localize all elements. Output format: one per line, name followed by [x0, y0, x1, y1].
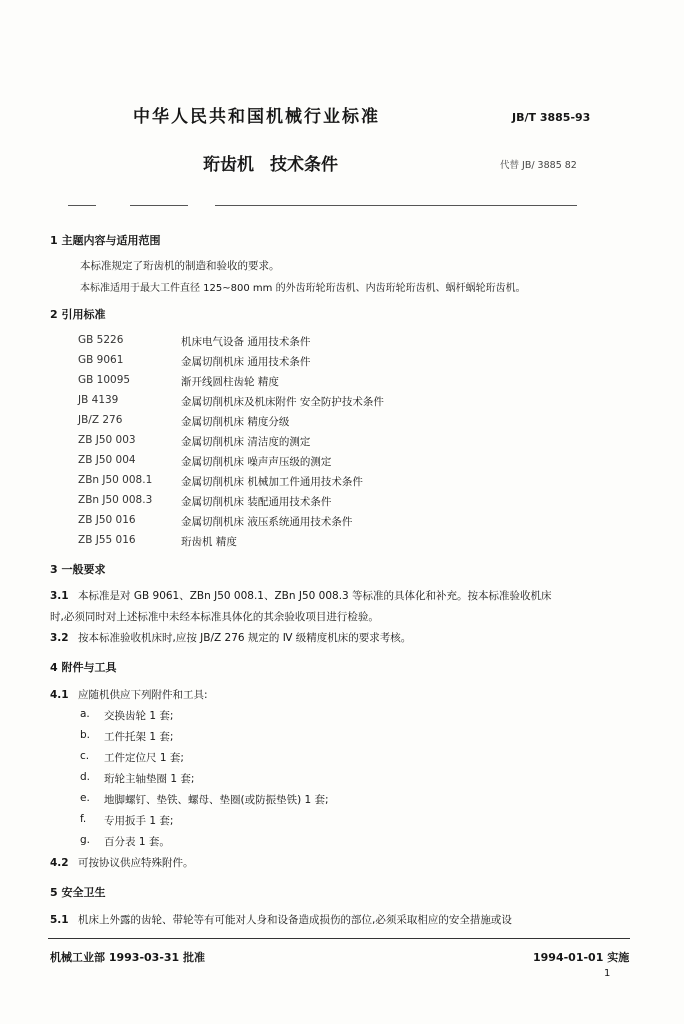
clause-3-2-number: 3.2 [50, 632, 69, 644]
list-item-letter: g. [80, 834, 91, 846]
reference-name: 渐开线圆柱齿轮 精度 [181, 376, 279, 388]
document-title-part-a: 珩齿机 [203, 155, 254, 175]
list-item-letter: b. [80, 729, 91, 741]
reference-code: GB 9061 [78, 354, 124, 366]
reference-name: 机床电气设备 通用技术条件 [181, 336, 311, 348]
reference-code: GB 10095 [78, 374, 131, 386]
clause-5-1 [50, 912, 512, 927]
clause-3-2 [50, 630, 411, 645]
reference-name: 金属切削机床 装配通用技术条件 [181, 496, 332, 508]
list-item-text: 工件定位尺 1 套; [104, 752, 184, 764]
section-1-paragraph-2: 本标准适用于最大工件直径 125~800 mm 的外齿珩轮珩齿机、内齿珩轮珩齿机、蜗杆蜗轮珩齿机。 [80, 283, 526, 294]
replaces-standard: 代替 JB/ 3885 82 [500, 160, 577, 171]
document-title [203, 150, 338, 175]
clause-4-2-text: 可按协议供应特殊附件。 [78, 857, 194, 869]
section-1-heading: 1 主题内容与适用范围 [50, 234, 161, 247]
section-3-heading: 3 一般要求 [50, 563, 106, 576]
reference-name: 金属切削机床 液压系统通用技术条件 [181, 516, 353, 528]
reference-name: 珩齿机 精度 [181, 536, 237, 548]
clause-4-1-number: 4.1 [50, 689, 69, 701]
list-item-letter: a. [80, 708, 90, 720]
reference-name: 金属切削机床 精度分级 [181, 416, 290, 428]
header-rule-segment-2 [130, 205, 188, 206]
clause-3-1-number: 3.1 [50, 590, 69, 602]
clause-3-1-line-2: 时,必须同时对上述标准中未经本标准具体化的其余验收项目进行检验。 [50, 611, 379, 623]
section-2-heading: 2 引用标准 [50, 308, 106, 321]
list-item-text: 专用扳手 1 套; [104, 815, 174, 827]
reference-name: 金属切削机床及机床附件 安全防护技术条件 [181, 396, 384, 408]
reference-name: 金属切削机床 噪声声压级的测定 [181, 456, 332, 468]
list-item-text: 工件托架 1 套; [104, 731, 174, 743]
list-item-letter: c. [80, 750, 90, 762]
reference-code: ZB J50 016 [78, 514, 136, 526]
reference-code: JB 4139 [78, 394, 119, 406]
section-4-heading: 4 附件与工具 [50, 661, 117, 674]
clause-4-2 [50, 855, 194, 870]
clause-4-1-text: 应随机供应下列附件和工具: [78, 689, 208, 701]
standard-category-title: 中华人民共和国机械行业标准 [133, 107, 380, 127]
clause-5-1-text: 机床上外露的齿轮、带轮等有可能对人身和设备造成损伤的部位,必须采取相应的安全措施或设 [78, 914, 512, 926]
header-rule-segment-1 [68, 205, 96, 206]
clause-4-2-number: 4.2 [50, 857, 69, 869]
clause-3-2-text: 按本标准验收机床时,应按 JB/Z 276 规定的 Ⅳ 级精度机床的要求考核。 [78, 632, 412, 644]
header-rule-segment-3 [215, 205, 577, 206]
list-item-letter: d. [80, 771, 91, 783]
reference-code: ZB J50 004 [78, 454, 136, 466]
reference-name: 金属切削机床 通用技术条件 [181, 356, 311, 368]
section-1-paragraph-1: 本标准规定了珩齿机的制造和验收的要求。 [80, 260, 280, 272]
approval-date: 机械工业部 1993-03-31 批准 [50, 951, 206, 964]
list-item-text: 百分表 1 套。 [104, 836, 170, 848]
list-item-text: 交换齿轮 1 套; [104, 710, 174, 722]
reference-code: GB 5226 [78, 334, 124, 346]
reference-code: ZBn J50 008.1 [78, 474, 153, 486]
document-title-part-b: 技术条件 [270, 155, 338, 175]
reference-code: JB/Z 276 [78, 414, 123, 426]
clause-3-1-text-a: 本标准是对 GB 9061、ZBn J50 008.1、ZBn J50 008.3 等标准的具体化和补充。按本标准验收机床 [78, 590, 552, 602]
reference-code: ZB J50 003 [78, 434, 136, 446]
section-5-heading: 5 安全卫生 [50, 886, 106, 899]
effective-date: 1994-01-01 实施 [533, 951, 630, 964]
standard-code: JB/T 3885-93 [512, 111, 591, 124]
reference-name: 金属切削机床 清洁度的测定 [181, 436, 311, 448]
list-item-text: 珩轮主轴垫圈 1 套; [104, 773, 195, 785]
page-number: 1 [604, 968, 611, 979]
reference-code: ZB J55 016 [78, 534, 136, 546]
list-item-letter: e. [80, 792, 90, 804]
list-item-letter: f. [80, 813, 87, 825]
list-item-text: 地脚螺钉、垫铁、螺母、垫圈(或防振垫铁) 1 套; [104, 794, 329, 806]
clause-3-1-line-1 [50, 588, 552, 603]
reference-name: 金属切削机床 机械加工件通用技术条件 [181, 476, 363, 488]
reference-code: ZBn J50 008.3 [78, 494, 153, 506]
clause-4-1 [50, 687, 208, 702]
footer-rule [48, 938, 630, 939]
clause-5-1-number: 5.1 [50, 914, 69, 926]
